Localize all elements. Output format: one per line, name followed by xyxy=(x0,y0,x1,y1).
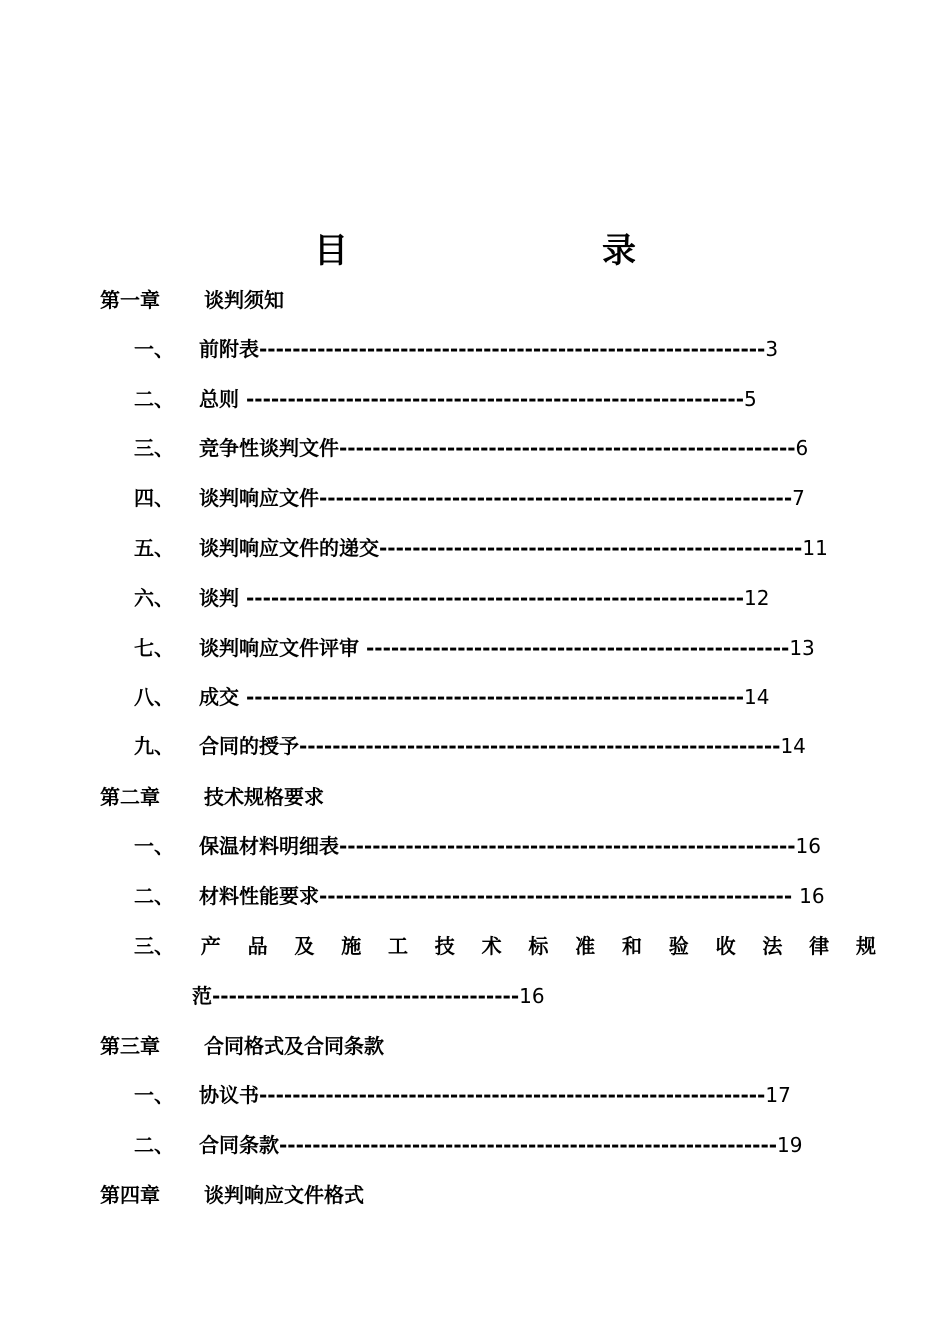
dot-leader: ------------------------------------------------------------- xyxy=(259,337,766,361)
chapter-title: 谈判响应文件格式 xyxy=(204,1183,364,1207)
toc-entry[interactable] xyxy=(134,384,757,414)
entry-char: 法 xyxy=(762,934,783,958)
entry-number: 二、 xyxy=(134,387,174,411)
entry-char: 收 xyxy=(715,934,736,958)
page-number: 14 xyxy=(780,734,806,758)
entry-number: 一、 xyxy=(134,337,174,361)
entry-char: 规 xyxy=(855,934,876,958)
toc-entry-justified[interactable] xyxy=(134,931,876,961)
dot-leader: ------------------------------------------------------------ xyxy=(245,387,745,411)
toc-entry[interactable] xyxy=(134,881,825,911)
entry-title: 成交 xyxy=(199,685,246,709)
entry-number: 八、 xyxy=(134,685,174,709)
dot-leader: --------------------------------------------------- xyxy=(365,636,790,660)
entry-char: 准 xyxy=(575,934,596,958)
dot-leader: --------------------------------------------------------- xyxy=(319,486,793,510)
chapter-title: 谈判须知 xyxy=(204,288,284,312)
entry-title: 谈判 xyxy=(199,586,246,610)
dot-leader: ------------------------------------------------------------ xyxy=(245,586,745,610)
toc-entry[interactable] xyxy=(134,483,805,513)
entry-char: 产 xyxy=(200,934,221,958)
dot-leader: --------------------------------------------------- xyxy=(379,536,803,560)
dot-leader: ------------------------------------------------------------ xyxy=(279,1133,778,1157)
chapter-number: 第一章 xyxy=(100,288,160,312)
chapter-title: 技术规格要求 xyxy=(204,785,324,809)
entry-title: 竞争性谈判文件 xyxy=(199,436,339,460)
chapter-heading xyxy=(100,285,284,315)
page-number: 12 xyxy=(744,586,770,610)
toc-entry-continuation[interactable] xyxy=(192,981,545,1011)
toc-entry[interactable] xyxy=(134,831,821,861)
chapter-title: 合同格式及合同条款 xyxy=(204,1034,384,1058)
entry-number: 七、 xyxy=(134,636,174,660)
entry-char: 技 xyxy=(434,934,455,958)
entry-number: 三、 xyxy=(134,934,174,958)
chapter-number: 第三章 xyxy=(100,1034,160,1058)
entry-title: 材料性能要求 xyxy=(199,884,319,908)
entry-title: 谈判响应文件的递交 xyxy=(199,536,379,560)
toc-entry[interactable] xyxy=(134,433,808,463)
entry-title: 合同条款 xyxy=(199,1133,279,1157)
dot-leader: --------------------------------------------------------- xyxy=(319,884,800,908)
page-number: 19 xyxy=(777,1133,803,1157)
toc-entry[interactable] xyxy=(134,682,769,712)
page-number: 17 xyxy=(765,1083,791,1107)
chapter-number: 第二章 xyxy=(100,785,160,809)
page-number: 13 xyxy=(789,636,815,660)
toc-entry[interactable] xyxy=(134,533,828,563)
page-number: 5 xyxy=(744,387,757,411)
page-number: 6 xyxy=(795,436,809,460)
page-number: 16 xyxy=(799,884,825,908)
dot-leader: ---------------------------------------------------------- xyxy=(299,734,781,758)
entry-number: 一、 xyxy=(134,834,174,858)
page-number: 3 xyxy=(765,337,779,361)
entry-char: 工 xyxy=(387,934,408,958)
entry-char: 及 xyxy=(294,934,315,958)
dot-leader: ------------------------------------------------------- xyxy=(339,834,796,858)
page-number: 11 xyxy=(802,536,828,560)
entry-number: 四、 xyxy=(134,486,174,510)
entry-number: 二、 xyxy=(134,1133,174,1157)
page-number: 16 xyxy=(519,984,545,1008)
entry-title: 前附表 xyxy=(199,337,259,361)
toc-entry[interactable] xyxy=(134,1080,791,1110)
dot-leader: ------------------------------------- xyxy=(212,984,520,1008)
entry-char: 品 xyxy=(247,934,268,958)
entry-char: 验 xyxy=(668,934,689,958)
toc-entry[interactable] xyxy=(134,583,769,613)
toc-entry[interactable] xyxy=(134,633,815,663)
entry-title: 总则 xyxy=(199,387,246,411)
entry-char: 律 xyxy=(809,934,830,958)
page-title: 目 录 xyxy=(314,231,746,271)
entry-title: 合同的授予 xyxy=(199,734,299,758)
entry-title: 协议书 xyxy=(199,1083,259,1107)
toc-entry[interactable] xyxy=(134,731,806,761)
toc-entry[interactable] xyxy=(134,334,778,364)
entry-char: 施 xyxy=(341,934,362,958)
entry-title: 谈判响应文件评审 xyxy=(199,636,366,660)
dot-leader: ------------------------------------------------------- xyxy=(339,436,796,460)
entry-number: 九、 xyxy=(134,734,174,758)
entry-number: 二、 xyxy=(134,884,174,908)
entry-title: 谈判响应文件 xyxy=(199,486,319,510)
page-number: 16 xyxy=(795,834,821,858)
entry-char: 标 xyxy=(528,934,549,958)
entry-number: 六、 xyxy=(134,586,174,610)
entry-number: 三、 xyxy=(134,436,174,460)
entry-title: 保温材料明细表 xyxy=(199,834,339,858)
page-number: 7 xyxy=(792,486,805,510)
toc-entry[interactable] xyxy=(134,1130,803,1160)
dot-leader: ------------------------------------------------------------- xyxy=(259,1083,766,1107)
chapter-heading xyxy=(100,782,324,812)
chapter-heading xyxy=(100,1031,384,1061)
entry-char: 范 xyxy=(192,984,212,1008)
entry-number: 一、 xyxy=(134,1083,174,1107)
chapter-heading xyxy=(100,1180,364,1210)
chapter-number: 第四章 xyxy=(100,1183,160,1207)
entry-char: 和 xyxy=(621,934,642,958)
page-number: 14 xyxy=(744,685,770,709)
entry-char: 术 xyxy=(481,934,502,958)
dot-leader: ------------------------------------------------------------ xyxy=(245,685,745,709)
entry-number: 五、 xyxy=(134,536,174,560)
